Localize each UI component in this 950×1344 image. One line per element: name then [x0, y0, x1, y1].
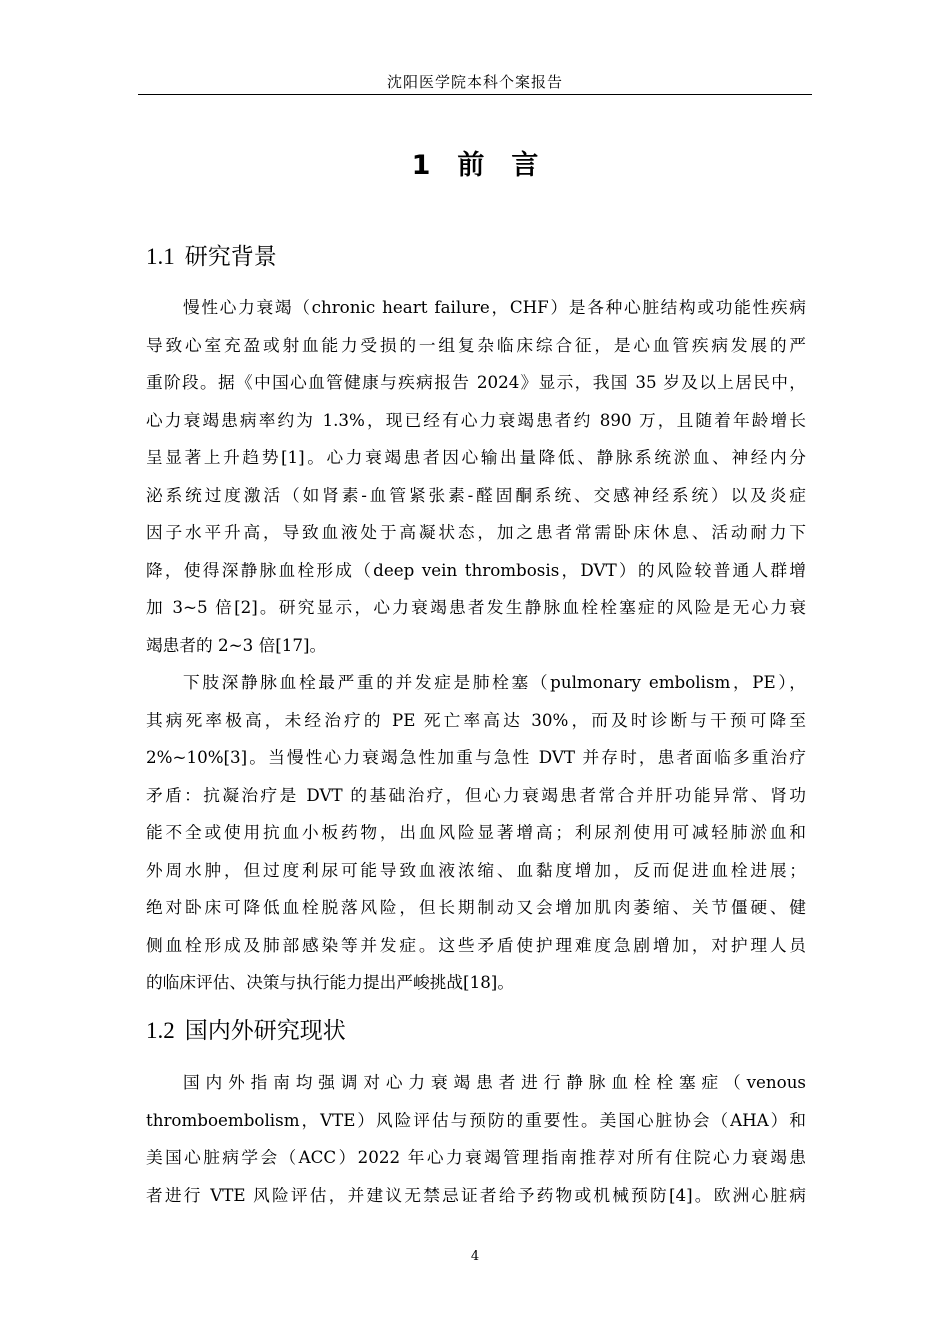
text-line: 降，使得深静脉血栓形成（deep vein thrombosis，DVT）的风险较普通人群增: [146, 559, 806, 580]
text-line: 因子水平升高，导致血液处于高凝状态，加之患者常需卧床休息、活动耐力下: [146, 522, 806, 542]
section-title: 国内外研究现状: [184, 1018, 346, 1044]
text-line: 泌系统过度激活（如肾素-血管紧张素-醛固酮系统、交感神经系统）以及炎症: [146, 484, 806, 505]
chapter-title: 1 前 言: [411, 150, 539, 181]
text-line: 绝对卧床可降低血栓脱落风险，但长期制动又会增加肌肉萎缩、关节僵硬、健: [146, 897, 806, 917]
section-title: 研究背景: [184, 244, 277, 270]
paragraph-1-2-a: [146, 1064, 806, 1214]
text-line: 外周水肿，但过度利尿可能导致血液浓缩、血黏度增加，反而促进血栓进展；: [146, 859, 806, 880]
text-line: 下肢深静脉血栓最严重的并发症是肺栓塞（pulmonary embolism，PE），: [183, 672, 806, 692]
header-rule: [138, 94, 812, 95]
text-line: 能不全或使用抗血小板药物，出血风险显著增高；利尿剂使用可减轻肺淤血和: [146, 822, 806, 842]
section-heading-1-1: [146, 241, 277, 273]
paragraph-1-1-a: [146, 289, 806, 664]
text-line: 加 3~5 倍[2]。研究显示，心力衰竭患者发生静脉血栓栓塞症的风险是无心力衰: [146, 597, 806, 617]
text-line: 2%~10%[3]。当慢性心力衰竭急性加重与急性 DVT 并存时，患者面临多重治疗: [146, 747, 806, 767]
text-line: 心力衰竭患病率约为 1.3%，现已经有心力衰竭患者约 890 万，且随着年龄增长: [146, 409, 806, 430]
text-line: 的临床评估、决策与执行能力提出严峻挑战[18]。: [146, 972, 515, 992]
running-header: 沈阳医学院本科个案报告: [386, 73, 563, 91]
text-line: 呈显著上升趋势[1]。心力衰竭患者因心输出量降低、静脉系统淤血、神经内分: [146, 447, 806, 467]
text-line: thromboembolism，VTE）风险评估与预防的重要性。美国心脏协会（AHA）和: [146, 1109, 806, 1130]
text-line: 者进行 VTE 风险评估，并建议无禁忌证者给予药物或机械预防[4]。欧洲心脏病: [146, 1184, 806, 1205]
text-line: 导致心室充盈或射血能力受损的一组复杂临床综合征，是心血管疾病发展的严: [146, 334, 806, 355]
text-line: 美国心脏病学会（ACC）2022 年心力衰竭管理指南推荐对所有住院心力衰竭患: [146, 1147, 806, 1167]
section-heading-1-2: [146, 1015, 346, 1047]
page-number: 4: [470, 1249, 480, 1264]
text-line: 矛盾：抗凝治疗是 DVT 的基础治疗，但心力衰竭患者常合并肝功能异常、肾功: [146, 784, 806, 805]
text-line: 竭患者的 2~3 倍[17]。: [146, 634, 327, 655]
text-line: 国内外指南均强调对心力衰竭患者进行静脉血栓栓塞症（venous: [183, 1072, 806, 1092]
section-number: 1.2: [146, 1018, 175, 1043]
text-line: 其病死率极高，未经治疗的 PE 死亡率高达 30%，而及时诊断与干预可降至: [146, 709, 806, 730]
text-line: 侧血栓形成及肺部感染等并发症。这些矛盾使护理难度急剧增加，对护理人员: [146, 934, 806, 955]
text-line: 慢性心力衰竭（chronic heart failure，CHF）是各种心脏结构或功能性疾病: [183, 297, 806, 317]
section-number: 1.1: [146, 244, 175, 269]
text-line: 重阶段。据《中国心血管健康与疾病报告 2024》显示，我国 35 岁及以上居民中，: [146, 372, 806, 392]
paragraph-1-1-b: [146, 664, 806, 1002]
